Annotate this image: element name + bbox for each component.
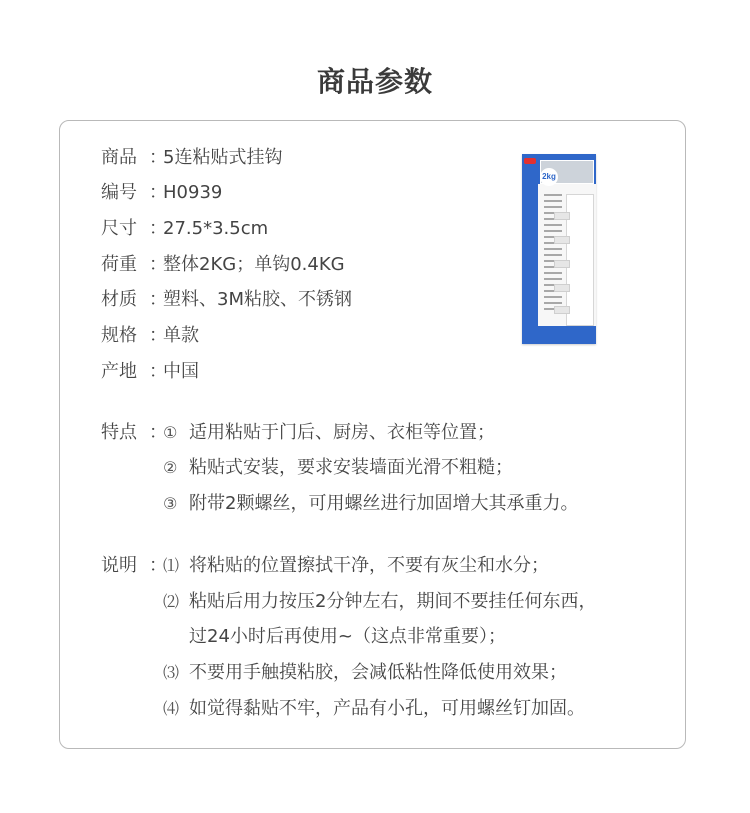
hook: [554, 212, 570, 220]
hook: [554, 260, 570, 268]
instruction-number: ⑶: [163, 663, 180, 682]
spec-row-name: [101, 146, 282, 170]
spec-label: 尺寸: [101, 218, 137, 239]
instruction-text: 将粘贴的位置擦拭干净，不要有灰尘和水分；: [189, 555, 549, 576]
spec-colon: ：: [149, 289, 167, 310]
spec-label: 商品: [101, 147, 137, 168]
feature-text: 附带2颗螺丝，可用螺丝进行加固增大其承重力。: [189, 493, 579, 514]
hook-rail: [566, 194, 594, 326]
page-title: 商品参数: [316, 65, 433, 98]
spec-row-code: [101, 181, 222, 205]
instruction-row: [163, 661, 567, 685]
spec-value: 中国: [163, 361, 199, 382]
instruction-row: [101, 554, 549, 578]
spec-row-load: [101, 253, 345, 277]
hook: [554, 306, 570, 314]
instruction-text: 如觉得黏贴不牢，产品有小孔，可用螺丝钉加固。: [189, 698, 585, 719]
instruction-text: 过24小时后再使用~（这点非常重要）；: [189, 626, 506, 647]
spec-label: 材质: [101, 289, 137, 310]
product-image: [522, 154, 596, 344]
spec-label: 规格: [101, 325, 137, 346]
hook: [554, 284, 570, 292]
spec-row-material: [101, 288, 352, 312]
spec-colon: ：: [149, 182, 167, 203]
spec-value: 整体2KG；单钩0.4KG: [163, 254, 345, 275]
instruction-row: [163, 697, 585, 721]
spec-colon: ：: [149, 218, 167, 239]
instruction-text: 粘贴后用力按压2分钟左右，期间不要挂任何东西，: [189, 591, 597, 612]
spec-colon: ：: [149, 147, 167, 168]
spec-row-spec: [101, 324, 199, 348]
spec-colon: ：: [149, 325, 167, 346]
hook: [554, 236, 570, 244]
instructions-label: 说明: [101, 555, 137, 576]
instruction-number: ⑴: [163, 556, 180, 575]
feature-number: ①: [163, 423, 178, 442]
feature-row: [163, 456, 513, 480]
feature-number: ②: [163, 458, 178, 477]
spec-value: 单款: [163, 325, 199, 346]
spec-colon: ：: [149, 422, 167, 443]
instruction-number: ⑵: [163, 592, 180, 611]
spec-colon: ：: [149, 254, 167, 275]
feature-number: ③: [163, 494, 178, 513]
instruction-text: 不要用手触摸粘胶，会减低粘性降低使用效果；: [189, 662, 567, 683]
package-side-strip: [522, 184, 538, 334]
package-footer: [522, 326, 596, 344]
spec-value: 27.5*3.5cm: [163, 218, 269, 239]
feature-text: 适用粘贴于门后、厨房、衣柜等位置；: [189, 422, 495, 443]
spec-value: 塑料、3M粘胶、不锈钢: [163, 289, 352, 310]
feature-text: 粘贴式安装，要求安装墙面光滑不粗糙；: [189, 457, 513, 478]
spec-value: H0939: [163, 182, 223, 203]
spec-label: 产地: [101, 361, 137, 382]
features-label: 特点: [101, 422, 137, 443]
instruction-continuation: [189, 625, 506, 649]
weight-badge: 2kg: [540, 168, 558, 186]
instruction-row: [163, 590, 596, 614]
feature-row: [101, 421, 495, 445]
spec-row-size: [101, 217, 268, 241]
brand-logo: [524, 158, 536, 164]
spec-colon: ：: [149, 361, 167, 382]
spec-colon: ：: [149, 555, 167, 576]
spec-label: 荷重: [101, 254, 137, 275]
feature-row: [163, 492, 578, 516]
spec-row-origin: [101, 360, 199, 384]
spec-value: 5连粘贴式挂钩: [163, 147, 283, 168]
instruction-number: ⑷: [163, 699, 180, 718]
spec-label: 编号: [101, 182, 137, 203]
